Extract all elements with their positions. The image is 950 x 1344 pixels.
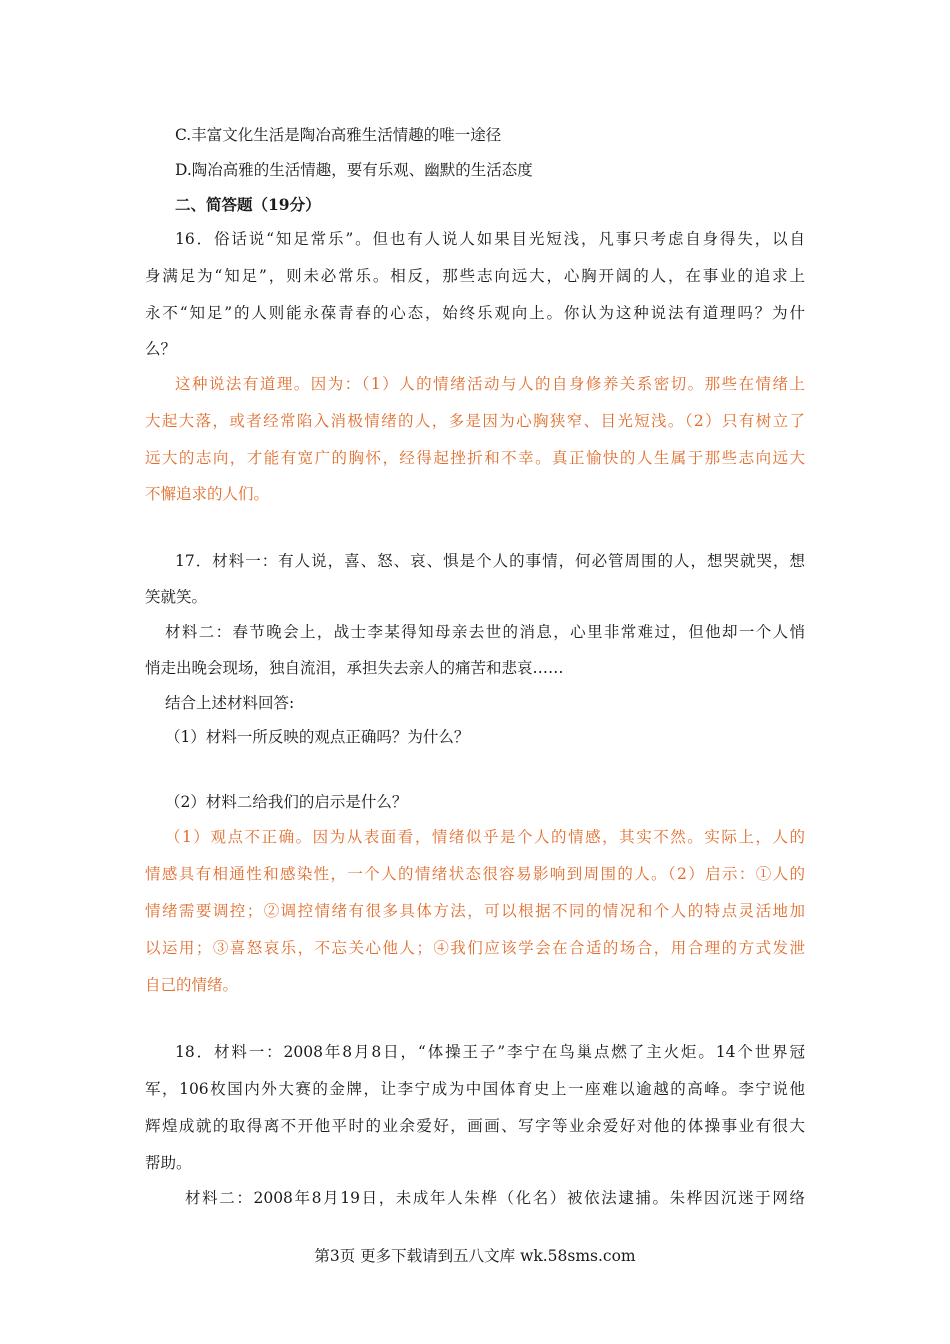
q17-prompt: 结合上述材料回答: xyxy=(165,694,295,712)
q17-material2-line-1: 材料二：春节晚会上，战士李某得知母亲去世的消息，心里非常难过，但他却一个人悄 xyxy=(165,623,805,641)
q17-answer-line-3: 情绪需要调控；②调控情绪有很多具体方法，可以根据不同的情况和个人的特点灵活地加 xyxy=(145,902,805,920)
q18-line-2: 军，106枚国内外大赛的金牌，让李宁成为中国体育史上一座难以逾越的高峰。李宁说他 xyxy=(145,1080,805,1098)
option-c: C.丰富文化生活是陶冶高雅生活情趣的唯一途径 xyxy=(175,126,502,144)
q17-line-1: 17．材料一：有人说，喜、怒、哀、惧是个人的事情，何必管周围的人，想哭就哭，想 xyxy=(175,552,805,570)
q16-line-1: 16．俗话说“知足常乐”。但也有人说人如果目光短浅，凡事只考虑自身得失，以自 xyxy=(175,230,805,248)
q16-line-3: 永不“知足”的人则能永葆青春的心态，始终乐观向上。你认为这种说法有道理吗？为什 xyxy=(145,304,805,322)
q16-answer-line-2: 大起大落，或者经常陷入消极情绪的人，多是因为心胸狭窄、目光短浅。（2）只有树立了 xyxy=(145,412,805,430)
q17-sub-1: （1）材料一所反映的观点正确吗？为什么？ xyxy=(165,728,470,746)
q16-answer-line-3: 远大的志向，才能有宽广的胸怀，经得起挫折和不幸。真正愉快的人生属于那些志向远大 xyxy=(145,449,805,467)
option-d: D.陶冶高雅的生活情趣，要有乐观、幽默的生活态度 xyxy=(175,161,533,179)
q16-answer-line-1: 这种说法有道理。因为：（1）人的情绪活动与人的自身修养关系密切。那些在情绪上 xyxy=(175,375,805,393)
q17-answer-line-4: 以运用；③喜怒哀乐，不忘关心他人；④我们应该学会在合适的场合，用合理的方式发泄 xyxy=(145,939,805,957)
page-footer: 第3页 更多下载请到五八文库 wk.58sms.com xyxy=(314,1247,636,1265)
section-heading: 二、简答题（19分） xyxy=(175,195,321,214)
q18-line-1: 18．材料一：2008年8月8日，“体操王子”李宁在鸟巢点燃了主火炬。14个世界冠 xyxy=(175,1043,805,1061)
q16-line-4: 么？ xyxy=(145,340,177,358)
q17-line-2: 笑就笑。 xyxy=(145,588,208,606)
q18-material2-line-1: 材料二：2008年8月19日，未成年人朱桦（化名）被依法逮捕。朱桦因沉迷于网络 xyxy=(185,1189,805,1207)
q17-sub-2: （2）材料二给我们的启示是什么？ xyxy=(165,793,408,811)
q16-answer-line-4: 不懈追求的人们。 xyxy=(145,485,270,503)
q17-answer-line-1: （1）观点不正确。因为从表面看，情绪似乎是个人的情感，其实不然。实际上，人的 xyxy=(165,828,805,846)
q18-line-3: 辉煌成就的取得离不开他平时的业余爱好，画画、写字等业余爱好对他的体操事业有很大 xyxy=(145,1117,805,1135)
q17-material2-line-2: 悄走出晚会现场，独自流泪，承担失去亲人的痛苦和悲哀…… xyxy=(145,659,564,677)
q17-answer-line-5: 自己的情绪。 xyxy=(145,976,239,994)
q17-answer-line-2: 情感具有相通性和感染性，一个人的情绪状态很容易影响到周围的人。（2）启示：①人的 xyxy=(145,865,805,883)
q18-line-4: 帮助。 xyxy=(145,1154,192,1172)
q16-line-2: 身满足为“知足”，则未必常乐。相反，那些志向远大，心胸开阔的人，在事业的追求上 xyxy=(145,267,805,285)
